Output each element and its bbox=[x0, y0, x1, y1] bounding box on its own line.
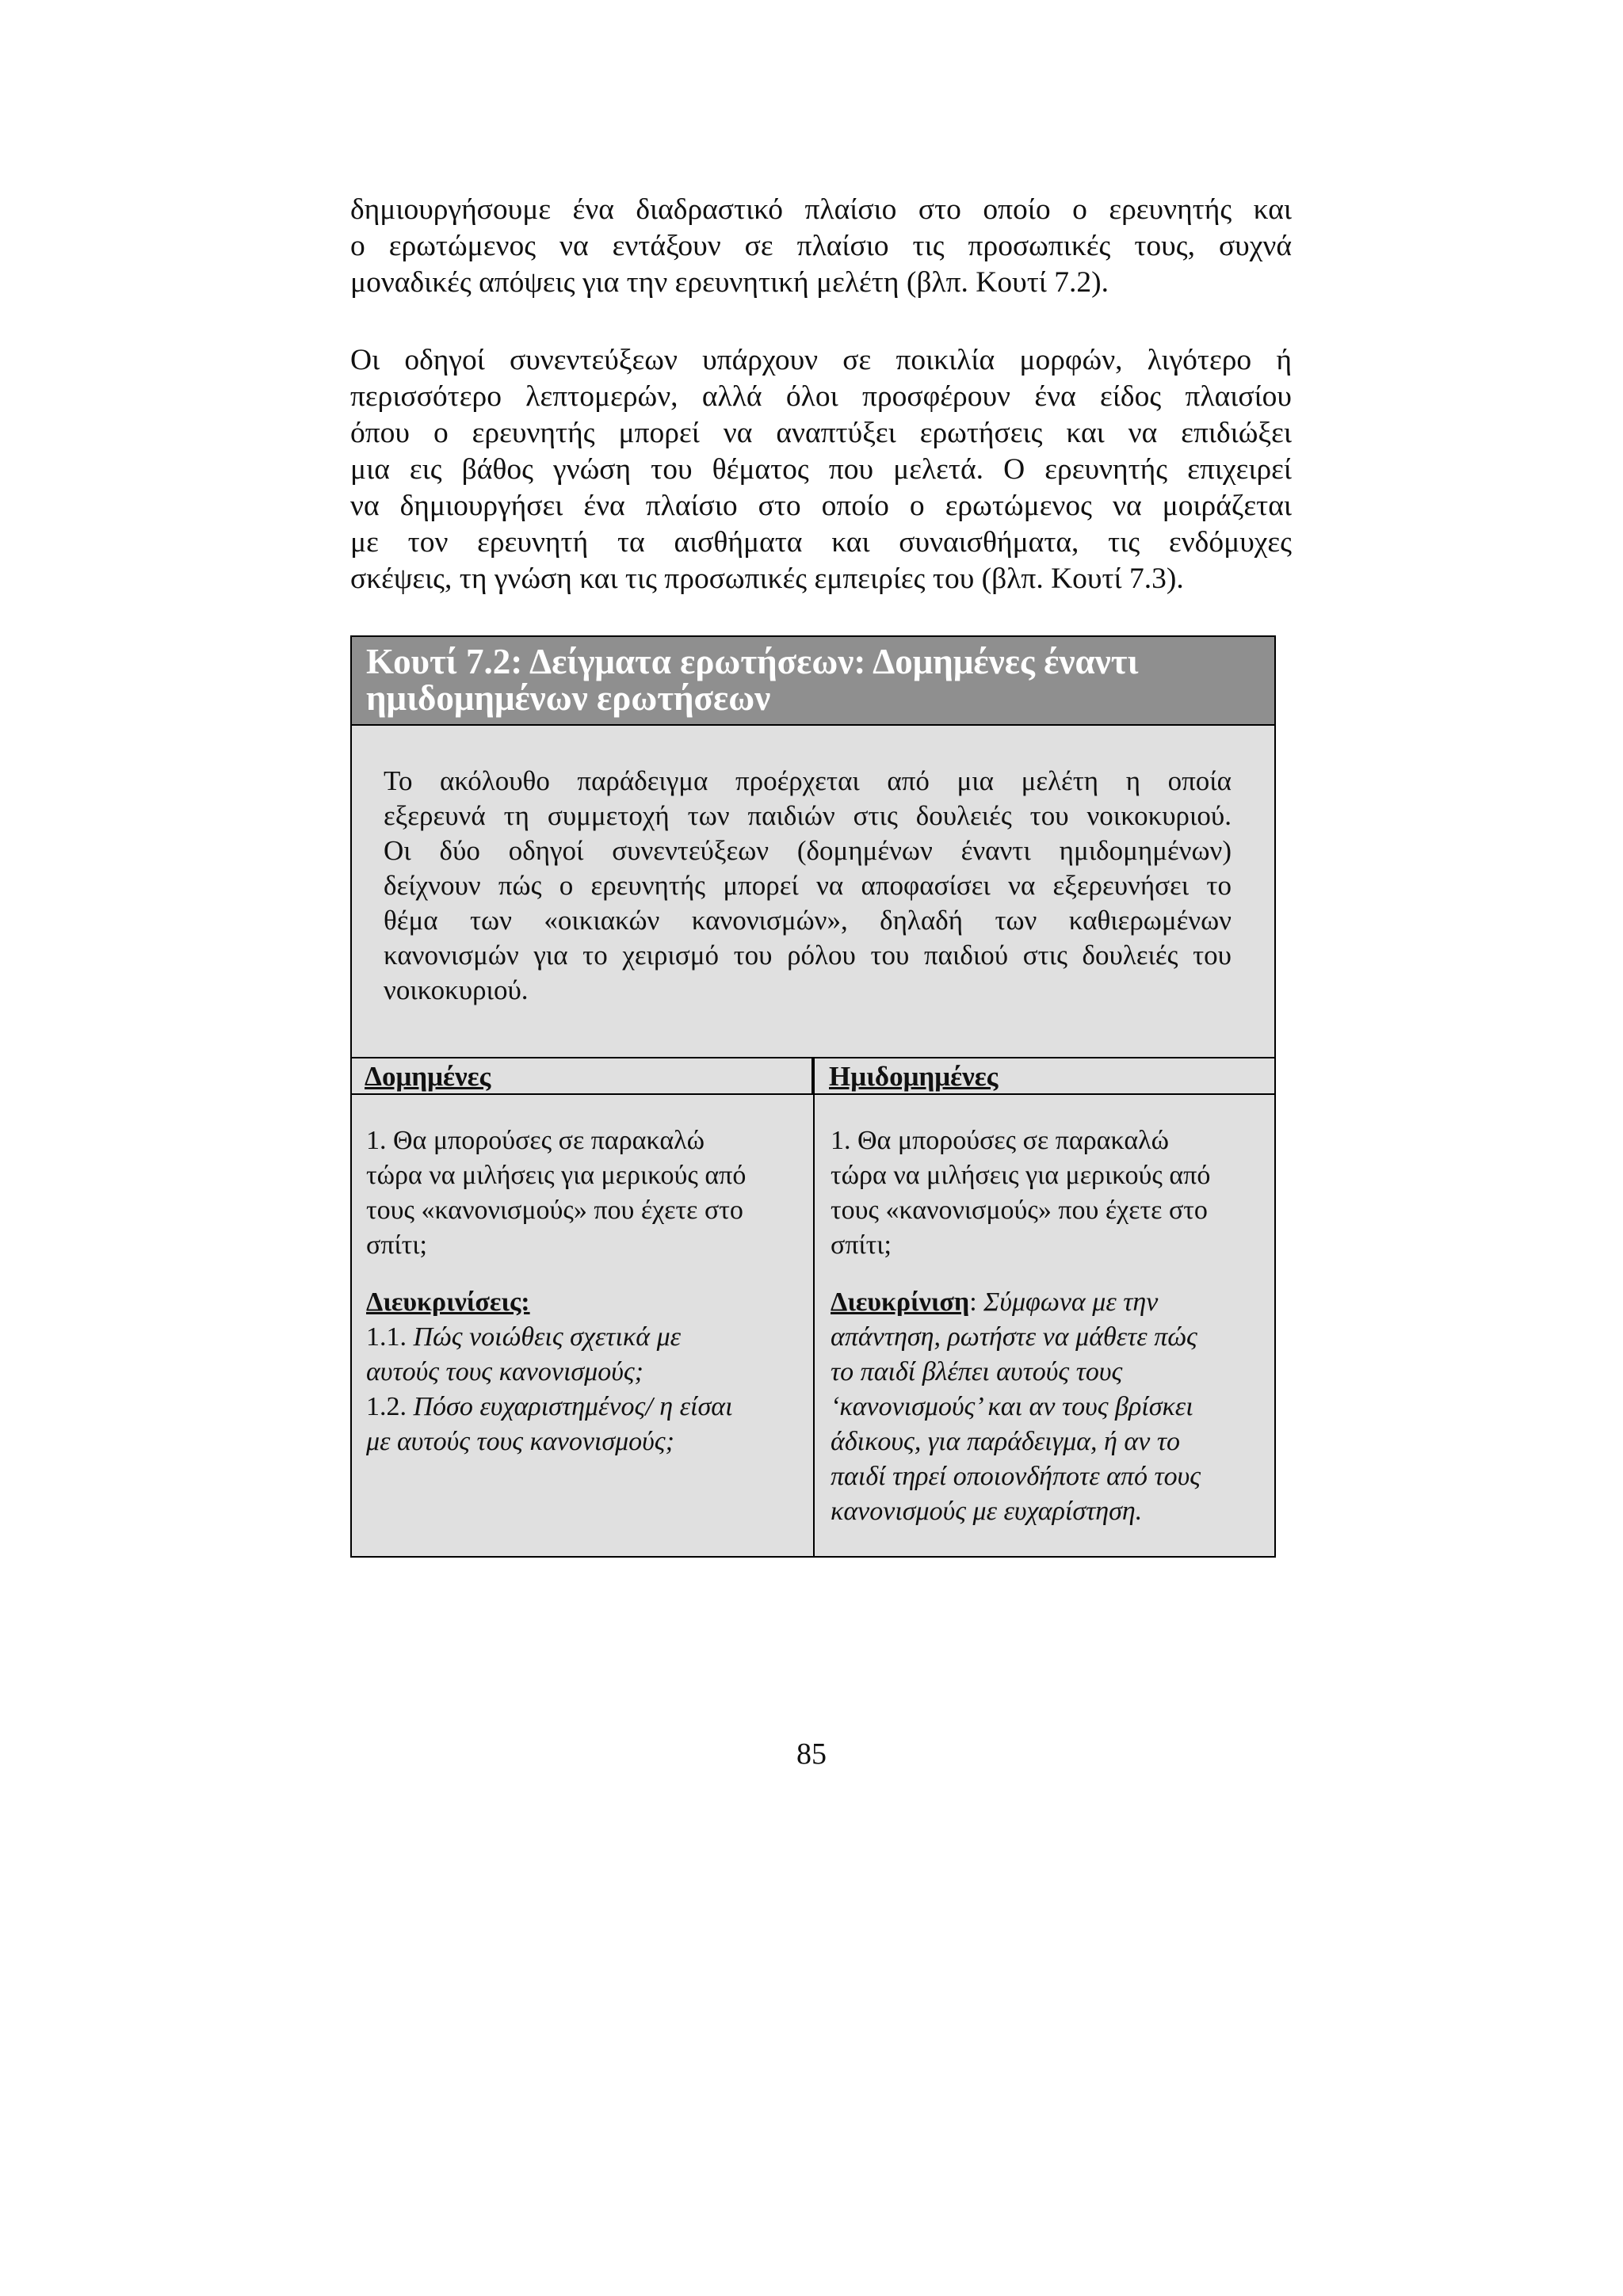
paragraph-line: ο ερωτώμενος να εντάξουν σε πλαίσιο τις προσωπικές τους, συχνά bbox=[350, 230, 1292, 262]
clarification-2-number: 1.2. bbox=[366, 1392, 407, 1421]
semi-structured-question bbox=[831, 1123, 1258, 1263]
semi-structured-column-header bbox=[813, 1057, 1274, 1095]
paragraph-line: Οι οδηγοί συνεντεύξεων υπάρχουν σε ποικιλία μορφών, λιγότερο ή bbox=[350, 344, 1292, 376]
structured-column bbox=[366, 1123, 794, 1459]
sample-questions-box bbox=[350, 635, 1276, 1558]
box-title-line: Κουτί 7.2: Δείγματα ερωτήσεων: Δομημένες έναντι bbox=[366, 642, 1139, 681]
structured-clarifications bbox=[366, 1285, 794, 1459]
clarification-text: ‘κανονισμούς’ και αν τους βρίσκει bbox=[831, 1392, 1193, 1421]
question-line: σπίτι; bbox=[366, 1230, 427, 1260]
clarification-2-first-line bbox=[366, 1390, 794, 1425]
column-divider bbox=[813, 1057, 815, 1556]
question-line: τώρα να μιλήσεις για μερικούς από bbox=[831, 1161, 1211, 1190]
intro-line: εξερευνά τη συμμετοχή των παιδιών στις δουλειές του νοικοκυριού. bbox=[384, 800, 1232, 831]
clarification-2-text: Πόσο ευχαριστημένος/ η είσαι bbox=[413, 1392, 733, 1421]
clarification-1-first-line bbox=[366, 1320, 794, 1355]
clarification-2-text: με αυτούς τους κανονισμούς; bbox=[366, 1427, 674, 1456]
paragraph-line: όπου ο ερευνητής μπορεί να αναπτύξει ερωτήσεις και να επιδιώξει bbox=[350, 417, 1292, 449]
semi-structured-column bbox=[831, 1123, 1258, 1529]
semi-structured-header-label: Ημιδομημένες bbox=[829, 1061, 999, 1092]
box-title bbox=[352, 637, 1274, 726]
paragraph-line: μοναδικές απόψεις για την ερευνητική μελέτη (βλπ. Κουτί 7.2). bbox=[350, 266, 1109, 299]
paragraph-line: με τον ερευνητή τα αισθήματα και συναισθήματα, τις ενδόμυχες bbox=[350, 526, 1292, 559]
clarification-label: Διευκρίνιση bbox=[831, 1287, 970, 1317]
clarification-text: Σύμφωνα με την bbox=[983, 1287, 1159, 1317]
clarification-1-number: 1.1. bbox=[366, 1322, 407, 1352]
structured-question bbox=[366, 1123, 794, 1263]
semi-structured-clarification bbox=[831, 1285, 1258, 1529]
clarification-text: απάντηση, ρωτήστε να μάθετε πώς bbox=[831, 1322, 1197, 1352]
intro-line: νοικοκυριού. bbox=[384, 974, 529, 1005]
clarification-text: άδικους, για παράδειγμα, ή αν το bbox=[831, 1427, 1180, 1456]
paragraph-line: να δημιουργήσει ένα πλαίσιο στο οποίο ο ερωτώμενος να μοιράζεται bbox=[350, 490, 1292, 522]
box-title-line: ημιδομημένων ερωτήσεων bbox=[366, 678, 771, 718]
question-line: τους «κανονισμούς» που έχετε στο bbox=[831, 1196, 1208, 1225]
paragraph-line: περισσότερο λεπτομερών, αλλά όλοι προσφέρουν ένα είδος πλαισίου bbox=[350, 380, 1292, 413]
paragraph-line: σκέψεις, τη γνώση και τις προσωπικές εμπειρίες του (βλπ. Κουτί 7.3). bbox=[350, 563, 1184, 595]
intro-line: κανονισμών για το χειρισμό του ρόλου του παιδιού στις δουλειές του bbox=[384, 940, 1232, 971]
structured-header-label: Δομημένες bbox=[365, 1061, 491, 1092]
structured-column-header bbox=[352, 1057, 813, 1095]
clarifications-label: Διευκρινίσεις: bbox=[366, 1287, 530, 1317]
clarification-text: το παιδί βλέπει αυτούς τους bbox=[831, 1357, 1123, 1386]
clarification-1-text: αυτούς τους κανονισμούς; bbox=[366, 1357, 643, 1386]
intro-line: Οι δύο οδηγοί συνεντεύξεων (δομημένων έναντι ημιδομημένων) bbox=[384, 835, 1232, 866]
paragraph-line: μια εις βάθος γνώση του θέματος που μελετά. Ο ερευνητής επιχειρεί bbox=[350, 453, 1292, 486]
page-number: 85 bbox=[796, 1737, 827, 1771]
intro-line: θέμα των «οικιακών κανονισμών», δηλαδή των καθιερωμένων bbox=[384, 905, 1232, 936]
question-line: σπίτι; bbox=[831, 1230, 892, 1260]
paragraph-line: δημιουργήσουμε ένα διαδραστικό πλαίσιο στο οποίο ο ερευνητής και bbox=[350, 193, 1292, 226]
clarification-text: παιδί τηρεί οποιονδήποτε από τους bbox=[831, 1462, 1201, 1491]
intro-line: δείχνουν πώς ο ερευνητής μπορεί να αποφασίσει να εξερευνήσει το bbox=[384, 870, 1232, 901]
question-line: 1. Θα μπορούσες σε παρακαλώ bbox=[831, 1126, 1170, 1155]
intro-line: Το ακόλουθο παράδειγμα προέρχεται από μια μελέτη η οποία bbox=[384, 765, 1232, 796]
question-line: τώρα να μιλήσεις για μερικούς από bbox=[366, 1161, 747, 1190]
question-line: τους «κανονισμούς» που έχετε στο bbox=[366, 1196, 743, 1225]
clarification-text: κανονισμούς με ευχαρίστηση. bbox=[831, 1497, 1143, 1526]
box-intro-text bbox=[384, 764, 1232, 1008]
paragraph-2 bbox=[350, 342, 1292, 597]
question-line: 1. Θα μπορούσες σε παρακαλώ bbox=[366, 1126, 705, 1155]
clarification-first-line bbox=[831, 1285, 1258, 1320]
paragraph-1 bbox=[350, 192, 1292, 301]
clarification-1-text: Πώς νοιώθεις σχετικά με bbox=[413, 1322, 682, 1352]
clarification-colon: : bbox=[969, 1287, 984, 1317]
